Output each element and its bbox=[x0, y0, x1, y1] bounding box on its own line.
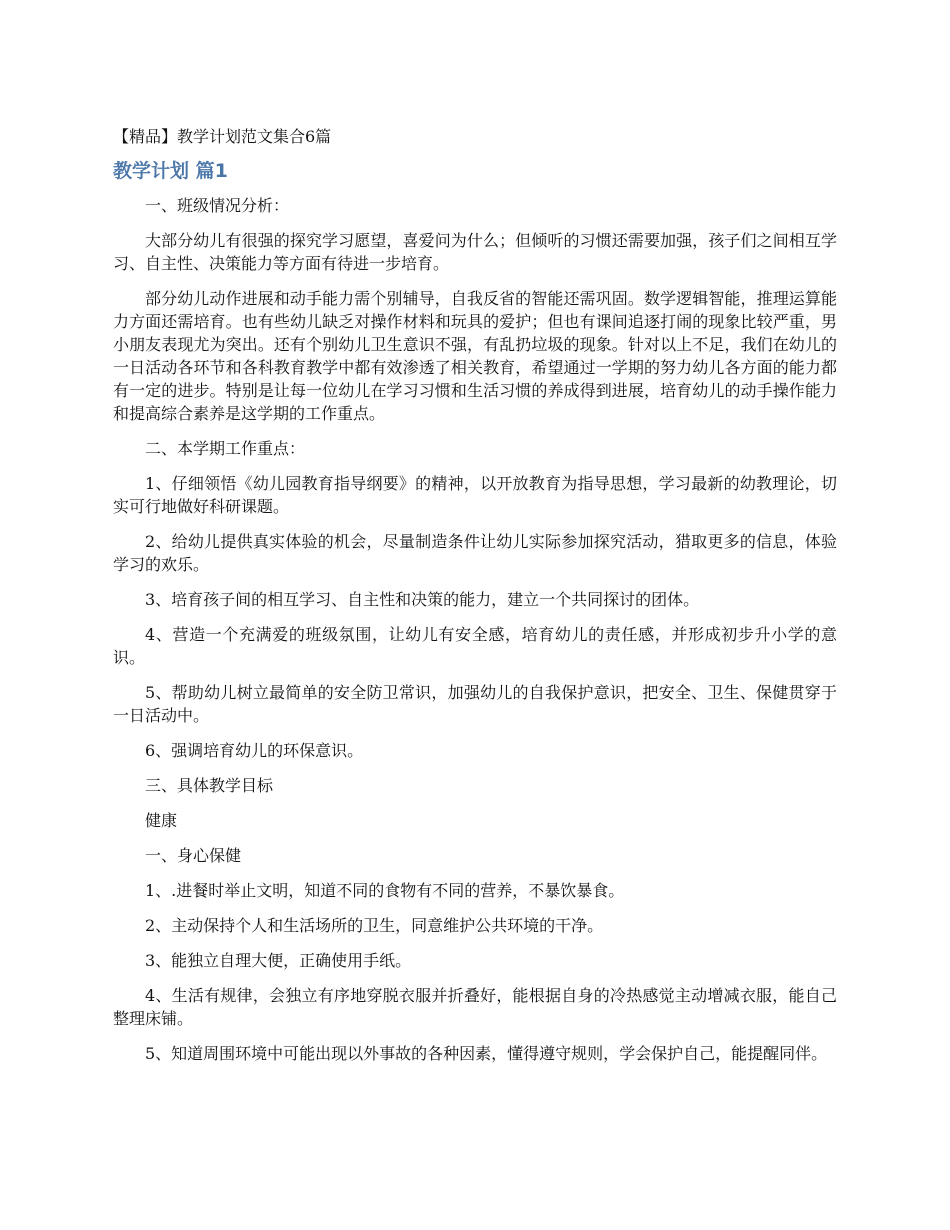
paragraph-class-analysis-heading: 一、班级情况分析： bbox=[145, 196, 290, 215]
section-heading: 教学计划 篇1 bbox=[113, 160, 228, 182]
list-item: 1、.进餐时举止文明，知道不同的食物有不同的营养，不暴饮暴食。 bbox=[145, 881, 625, 900]
paragraph-work-focus-heading: 二、本学期工作重点： bbox=[145, 439, 306, 458]
document-title: 【精品】教学计划范文集合6篇 bbox=[113, 127, 332, 146]
list-item: 2、主动保持个人和生活场所的卫生，同意维护公共环境的干净。 bbox=[145, 916, 604, 935]
document-page bbox=[113, 124, 837, 1077]
list-item: 3、培育孩子间的相互学习、自主性和决策的能力，建立一个共同探讨的团体。 bbox=[145, 590, 700, 609]
list-item: 4、生活有规律，会独立有序地穿脱衣服并折叠好，能根据自身的冷热感觉主动增减衣服，能自己整理床铺。 bbox=[113, 986, 837, 1028]
list-item: 6、强调培育幼儿的环保意识。 bbox=[145, 741, 364, 760]
paragraph: 部分幼儿动作进展和动手能力需个别辅导，自我反省的智能还需巩固。数学逻辑智能，推理运算能力方面还需培育。也有些幼儿缺乏对操作材料和玩具的爱护；但也有课间追逐打闹的现象比较严重，男小朋友表现尤为突出。还有个别幼儿卫生意识不强，有乱扔垃圾的现象。针对以上不足，我们在幼儿的一日活动各环节和各科教育教学中都有效渗透了相关教育，希望通过一学期的努力幼儿各方面的能力都有一定的进步。特别是让每一位幼儿在学习习惯和生活习惯的养成得到进展，培育幼儿的动手操作能力和提高综合素养是这学期的工作重点。 bbox=[113, 289, 837, 423]
list-item: 2、给幼儿提供真实体验的机会，尽量制造条件让幼儿实际参加探究活动，猎取更多的信息，体验学习的欢乐。 bbox=[113, 532, 837, 574]
list-item: 5、帮助幼儿树立最简单的安全防卫常识，加强幼儿的自我保护意识，把安全、卫生、保健贯穿于一日活动中。 bbox=[113, 683, 837, 725]
list-item: 3、能独立自理大便，正确使用手纸。 bbox=[145, 951, 412, 970]
paragraph-teaching-goals-heading: 三、具体教学目标 bbox=[145, 776, 274, 795]
list-item: 5、知道周围环境中可能出现以外事故的各种因素，懂得遵守规则，学会保护自己，能提醒同伴。 bbox=[145, 1044, 828, 1063]
paragraph: 大部分幼儿有很强的探究学习愿望，喜爱问为什么；但倾听的习惯还需要加强，孩子们之间相互学习、自主性、决策能力等方面有待进一步培育。 bbox=[113, 231, 837, 273]
paragraph-health-heading: 健康 bbox=[145, 811, 178, 830]
list-item: 4、营造一个充满爱的班级氛围，让幼儿有安全感，培育幼儿的责任感，并形成初步升小学的意识。 bbox=[113, 625, 837, 667]
list-item: 1、仔细领悟《幼儿园教育指导纲要》的精神，以开放教育为指导思想，学习最新的幼教理论，切实可行地做好科研课题。 bbox=[113, 474, 837, 516]
paragraph-wellbeing-heading: 一、身心保健 bbox=[145, 846, 242, 865]
